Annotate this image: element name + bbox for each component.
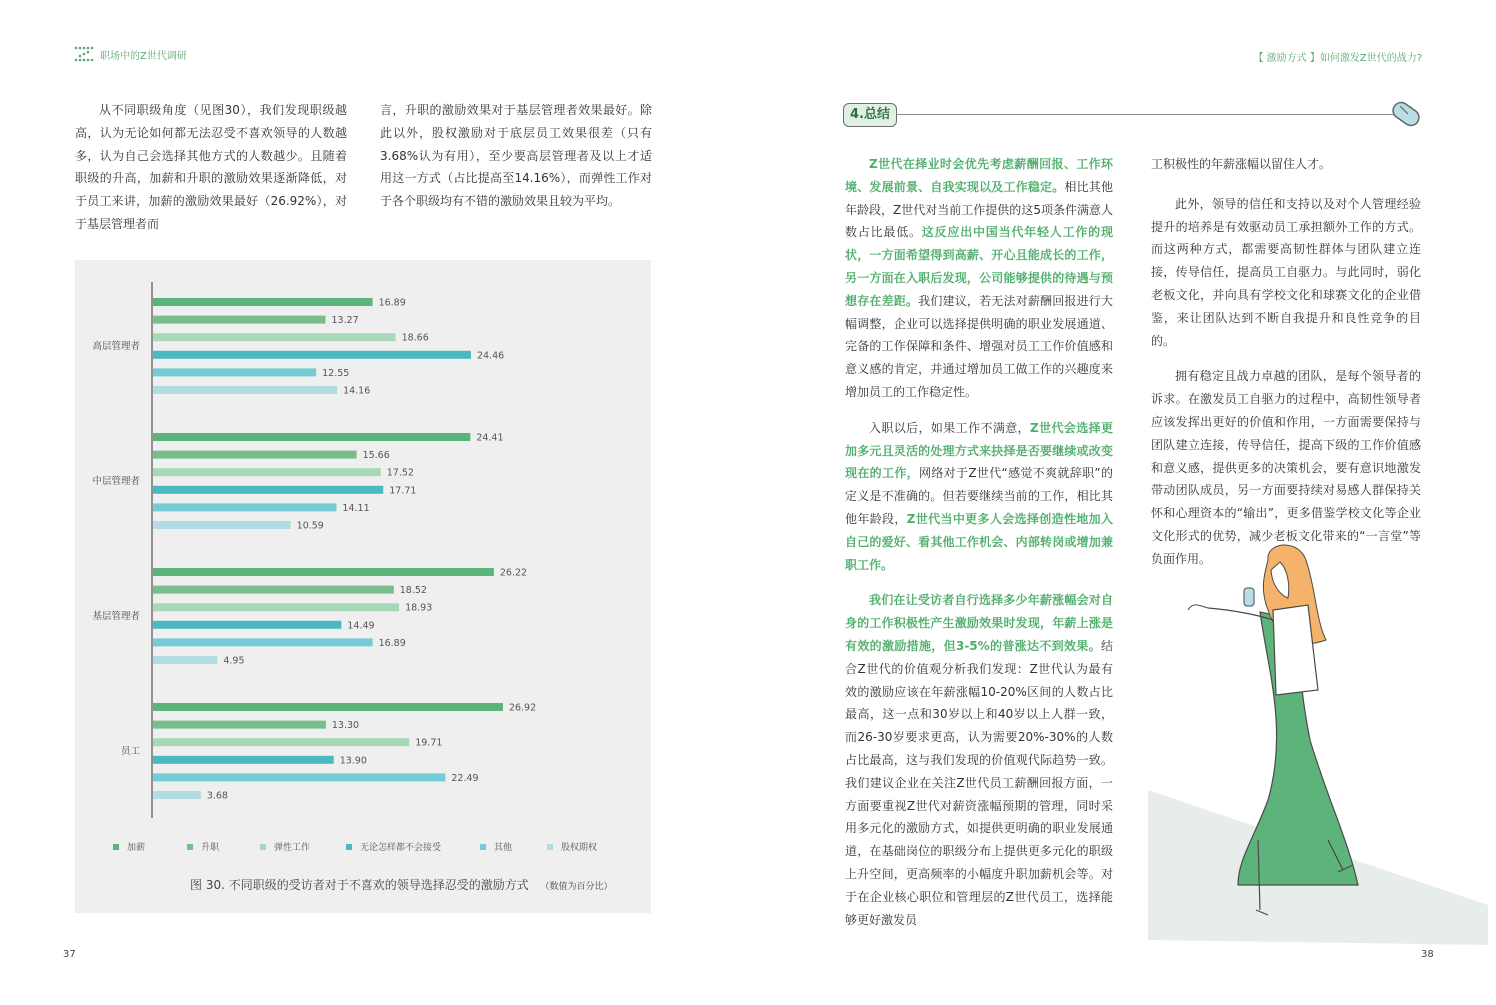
legend-label: 升职 <box>201 843 220 853</box>
bar-value-label: 17.71 <box>389 485 417 497</box>
bar <box>153 703 503 711</box>
legend-item <box>346 840 441 853</box>
bar-value-label: 16.89 <box>378 637 406 649</box>
summary-paragraph <box>845 153 1113 404</box>
summary-paragraph: 工积极性的年薪涨幅以留住人才。 <box>1151 157 1332 171</box>
bar <box>153 316 326 324</box>
legend-swatch <box>480 844 486 850</box>
bar <box>153 738 409 746</box>
category-label: 基层管理者 <box>92 611 140 622</box>
bar-value-label: 10.59 <box>296 520 324 532</box>
highlighted-text: 我们在让受访者自行选择多少年薪涨幅会对自身的工作积极性产生激励效果时发现，年薪上涨是有效的激励措施，但3-5%的普涨达不到效果。 <box>845 593 1113 653</box>
capsule-icon <box>1388 100 1424 130</box>
legend-label: 其他 <box>494 843 513 853</box>
bar <box>153 298 373 306</box>
bar-value-label: 13.30 <box>331 720 360 732</box>
body-text: 结合Z世代的价值观分析我们发现：Z世代认为最有效的激励应该在年薪涨幅10-20%区间的人数占比最高，这一点和30岁以上和40岁以上人群一致，而26-30岁要求更高，认为需要20%-30%的人数占比最高，这与我们发现的价值观代际趋势一致。我们建议企业在关注Z世代员工薪酬回报方面，一方面要重视Z世代对薪资涨幅预期的管理，同时采用多元化的激励方式，如提供更明确的职业发展通道，在基础岗位的职级分布上提供更多元化的职级上升空间，更高频率的小幅度升职加薪机会等。对于在企业核心职位和管理层的Z世代员工，选择能够更好激发员 <box>845 638 1113 927</box>
bar <box>153 368 316 376</box>
bar <box>153 468 381 476</box>
highlighted-text: Z世代会选择更加多元且灵活的处理方式来抉择是否要继续或改变现在的工作， <box>845 420 1113 481</box>
highlighted-text: 这反应出中国当代年轻人工作的现状，一方面希望得到高薪、开心且能成长的工作，另一方面在入职后发现，公司能够提供的待遇与预想存在差距。 <box>845 225 1113 308</box>
body-text: 入职以后，如果工作不满意， <box>869 420 1030 435</box>
bar-value-label: 3.68 <box>206 790 228 802</box>
bar <box>153 486 383 494</box>
body-text: 我们建议，若无法对薪酬回报进行大幅调整，企业可以选择提供明确的职业发展通道、完备的工作保障和条件、增强对员工工作价值感和意义感的肯定，并通过增加员工做工作的兴趣度来增加员工的工作稳定性。 <box>845 293 1113 399</box>
bar <box>153 333 396 341</box>
legend-swatch <box>187 844 193 850</box>
bar-value-label: 13.90 <box>339 755 367 767</box>
bar <box>153 721 326 729</box>
bar-value-label: 13.27 <box>331 315 359 327</box>
bar <box>153 503 336 511</box>
left-col2-text: 言，升职的激励效果对于基层管理者效果最好。除此以外，股权激励对于底层员工效果很差（只有3.68%认为有用），至少要高层管理者及以上才适用这一方式（占比提高至14.16%），而弹性工作对于各个职级均有不错的激励效果且较为平均。 <box>380 103 652 209</box>
bar-value-label: 17.52 <box>386 467 414 479</box>
bar <box>153 791 201 799</box>
legend-swatch <box>547 844 553 850</box>
bar-value-label: 12.55 <box>322 367 350 379</box>
body-text: 相比其他年龄段，Z世代对当前工作提供的这5项条件满意人数占比最低。 <box>845 179 1113 240</box>
woman-with-microphone-illustration <box>1148 540 1488 945</box>
legend-label: 加薪 <box>127 843 146 853</box>
legend-label: 无论怎样都不会接受 <box>360 843 442 853</box>
legend-swatch <box>113 844 119 850</box>
bar <box>153 638 373 646</box>
bar <box>153 568 494 576</box>
bar <box>153 756 334 764</box>
legend-swatch <box>346 844 352 850</box>
bar-value-label: 18.93 <box>405 602 433 614</box>
legend-item <box>187 840 219 853</box>
bar-value-label: 19.71 <box>415 737 443 749</box>
category-label: 中层管理者 <box>92 476 140 487</box>
bar-value-label: 4.95 <box>223 655 245 667</box>
chart-title-note: （数值为百分比） <box>540 882 613 892</box>
summary-paragraph <box>845 417 1113 577</box>
page-number-left: 37 <box>63 949 76 960</box>
bar-chart <box>0 0 700 1005</box>
highlighted-text: Z世代在择业时会优先考虑薪酬回报、工作环境、发展前景、自我实现以及工作稳定。 <box>845 157 1113 194</box>
bar-value-label: 14.16 <box>343 385 371 397</box>
bar <box>153 773 445 781</box>
legend-item <box>260 840 310 853</box>
section-title: 4.总结 <box>843 103 897 127</box>
bar-value-label: 26.22 <box>499 567 528 579</box>
legend-item <box>113 840 145 853</box>
category-label: 高层管理者 <box>92 341 140 352</box>
bar <box>153 386 337 394</box>
bar-value-label: 14.49 <box>347 620 375 632</box>
bar <box>153 433 470 441</box>
legend-label: 股权期权 <box>561 843 598 853</box>
left-col1-text: 从不同职级角度（见图30），我们发现职级越高，认为无论如何都无法忍受不喜欢领导的人数越多，认为自己会选择其他方式的人数越少。且随着职级的升高，加薪和升职的激励效果逐渐降低，对于员工来讲，加薪的激励效果最好（26.92%），对于基层管理者而 <box>75 103 347 231</box>
bar-value-label: 14.11 <box>342 502 370 514</box>
bar <box>153 586 394 594</box>
header-right-title: 【 激励方式 】如何激发Z世代的战力? <box>1253 53 1422 64</box>
summary-paragraph <box>845 589 1113 931</box>
legend-item <box>547 840 597 853</box>
bar <box>153 603 399 611</box>
bar-value-label: 26.92 <box>508 702 537 714</box>
bar-value-label: 24.46 <box>476 350 505 362</box>
chart-caption <box>190 876 613 893</box>
summary-paragraph: 此外，领导的信任和支持以及对个人管理经验提升的培养是有效驱动员工承担额外工作的方式。而这两种方式，都需要高韧性群体与团队建立连接，传导信任，提高员工自驱力。与此同时，弱化老板文化，并向具有学校文化和球赛文化的企业借鉴，来让团队达到不断自我提升和良性竞争的目的。 <box>1151 196 1421 348</box>
bar-value-label: 18.66 <box>401 332 429 344</box>
highlighted-text: Z世代当中更多人会选择创造性地加入自己的爱好、看其他工作机会、内部转岗或增加兼职工作。 <box>845 511 1113 572</box>
bar-value-label: 15.66 <box>362 450 390 462</box>
right-col1 <box>845 153 1113 944</box>
chart-title: 图 30. 不同职级的受访者对于不喜欢的领导选择忍受的激励方式 <box>190 878 529 892</box>
bar <box>153 451 357 459</box>
bar <box>153 351 471 359</box>
category-label: 员工 <box>120 746 140 757</box>
legend-label: 弹性工作 <box>274 843 311 853</box>
header-left-title: 职场中的Z世代调研 <box>100 50 187 62</box>
body-text: 网络对于Z世代“感觉不爽就辞职”的定义是不准确的。但若要继续当前的工作，相比其他年龄段， <box>845 466 1113 526</box>
bar-value-label: 24.41 <box>476 432 504 444</box>
bar <box>153 621 341 629</box>
summary-paragraph: 拥有稳定且战力卓越的团队，是每个领导者的诉求。在激发员工自驱力的过程中，高韧性领导者应该发挥出更好的价值和作用，一方面需要保持与团队建立连接，传导信任，提高下级的工作价值感和意义感，提供更多的决策机会，要有意识地激发带动团队成员，另一方面要持续对易感人群保持关怀和心理资本的“输出”，更多借鉴学校文化等企业文化形式的优势，减少老板文化带来的“一言堂”等负面作用。 <box>1151 369 1421 566</box>
bar-value-label: 22.49 <box>451 772 479 784</box>
bar <box>153 521 291 529</box>
right-col2 <box>1151 153 1421 584</box>
bar <box>153 656 217 664</box>
legend-item <box>480 840 512 853</box>
bar-value-label: 18.52 <box>399 585 427 597</box>
section-divider <box>896 114 1396 115</box>
legend-swatch <box>260 844 266 850</box>
page-number-right: 38 <box>1421 949 1434 960</box>
bar-value-label: 16.89 <box>378 297 406 309</box>
